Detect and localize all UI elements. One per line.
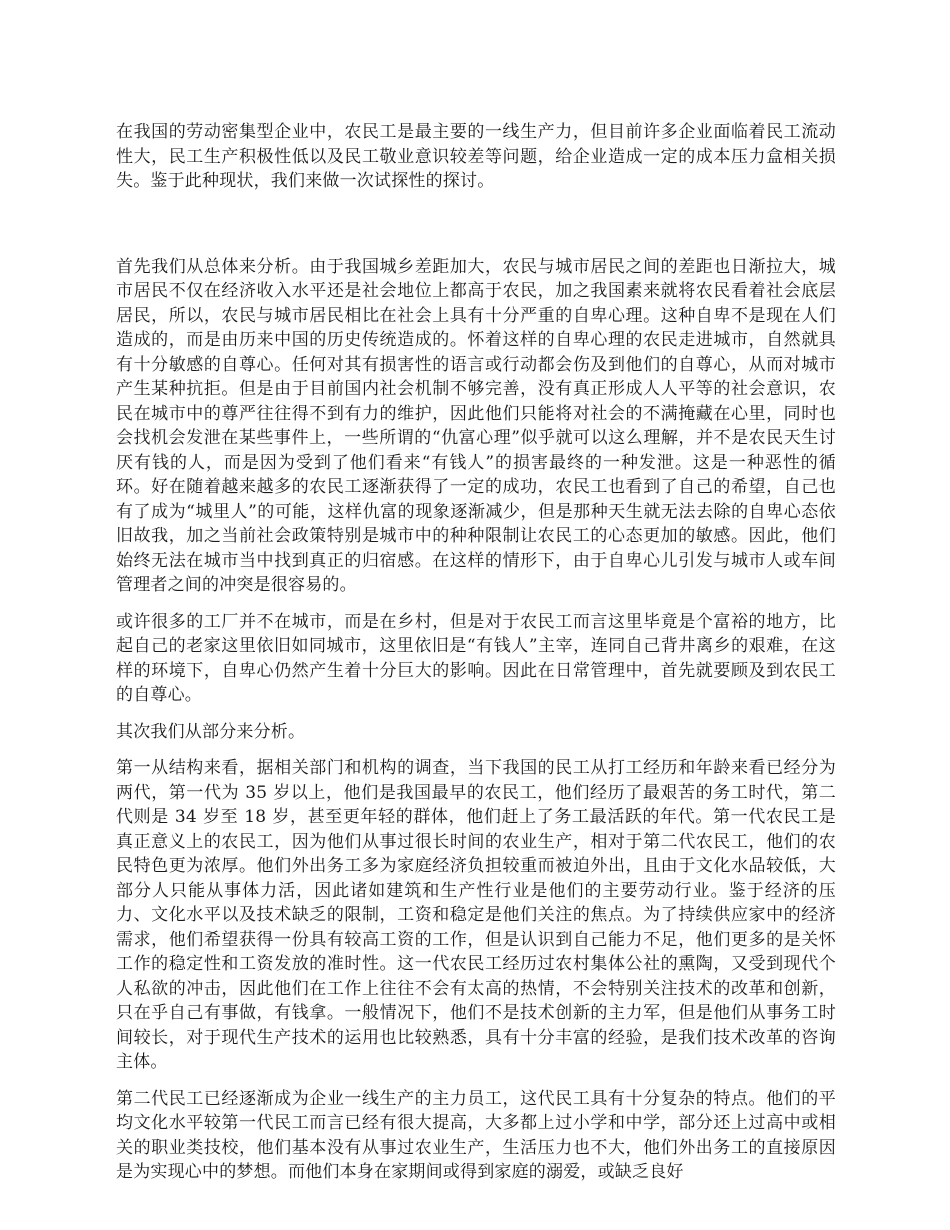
paragraph-overall-analysis: 首先我们从总体来分析。由于我国城乡差距加大，农民与城市居民之间的差距也日渐拉大，城市居民不仅在经济收入水平还是社会地位上都高于农民，加之我国素来就将农民看着社会底层居民，所以，农民与城市居民相比在社会上具有十分严重的自卑心理。这种自卑不是现在人们造成的，而是由历来中国的历史传统造成的。怀着这样的自卑心理的农民走进城市，自然就具有十分敏感的自尊心。任何对其有损害性的语言或行动都会伤及到他们的自尊心，从而对城市产生某种抗拒。但是由于目前国内社会机制不够完善，没有真正形成人人平等的社会意识，农民在城市中的尊严往往得不到有力的维护，因此他们只能将对社会的不满掩藏在心里，同时也会找机会发泄在某些事件上，一些所谓的“仇富心理”似乎就可以这么理解，并不是农民天生讨厌有钱的人，而是因为受到了他们看来“有钱人”的损害最终的一种发泄。这是一种恶性的循环。好在随着越来越多的农民工逐渐获得了一定的成功，农民工也看到了自己的希望，自己也有了成为“城里人”的可能，这样仇富的现象逐渐减少，但是那种天生就无法去除的自卑心态依旧故我，加之当前社会政策特别是城市中的种种限制让农民工的心态更加的敏感。因此，他们始终无法在城市当中找到真正的归宿感。在这样的情形下，由于自卑心儿引发与城市人或车间管理者之间的冲突是很容易的。 [116,256,836,595]
paragraph-partial-analysis-heading: 其次我们从部分来分析。 [116,721,306,742]
document-body [116,120,836,1197]
paragraph-rural-factories: 或许很多的工厂并不在城市，而是在乡村，但是对于农民工而言这里毕竟是个富裕的地方，比起自己的老家这里依旧如同城市，这里依旧是“有钱人”主宰，连同自己背井离乡的艰难，在这样的环境下，自卑心仍然产生着十分巨大的影响。因此在日常管理中，首先就要顾及到农民工的自尊心。 [116,611,836,705]
paragraph-intro: 在我国的劳动密集型企业中，农民工是最主要的一线生产力，但目前许多企业面临着民工流动性大，民工生产积极性低以及民工敬业意识较差等问题，给企业造成一定的成本压力盒相关损失。鉴于此种现状，我们来做一次试探性的探讨。 [116,122,836,191]
paragraph-second-generation: 第二代民工已经逐渐成为企业一线生产的主力员工，这代民工具有十分复杂的特点。他们的平均文化水平较第一代民工而言已经有很大提高，大多都上过小学和中学，部分还上过高中或相关的职业类技校，他们基本没有从事过农业生产，生活压力也不大，他们外出务工的直接原因是为实现心中的梦想。而他们本身在家期间或得到家庭的溺爱，或缺乏良好 [116,1088,836,1182]
paragraph-first-generation: 第一从结构来看，据相关部门和机构的调查，当下我国的民工从打工经历和年龄来看已经分为两代，第一代为 35 岁以上，他们是我国最早的农民工，他们经历了最艰苦的务工时代，第二代则是 34 岁至 18 岁，甚至更年轻的群体，他们赶上了务工最活跃的年代。第一代农民工是真正意义上的农民工，因为他们从事过很长时间的农业生产，相对于第二代农民工，他们的农民特色更为浓厚。他们外出务工多为家庭经济负担较重而被迫外出，且由于文化水品较低，大部分人只能从事体力活，因此诸如建筑和生产性行业是他们的主要劳动行业。鉴于经济的压力、文化水平以及技术缺乏的限制，工资和稳定是他们关注的焦点。为了持续供应家中的经济需求，他们希望获得一份具有较高工资的工作，但是认识到自己能力不足，他们更多的是关怀工作的稳定性和工资发放的准时性。这一代农民工经历过农村集体公社的熏陶，又受到现代个人私欲的冲击，因此他们在工作上往往不会有太高的热情，不会特别关注技术的改革和创新，只在乎自己有事做，有钱拿。一般情况下，他们不是技术创新的主力军，但是他们从事务工时间较长，对于现代生产技术的运用也比较熟悉，具有十分丰富的经验，是我们技术改革的咨询主体。 [116,758,836,1072]
